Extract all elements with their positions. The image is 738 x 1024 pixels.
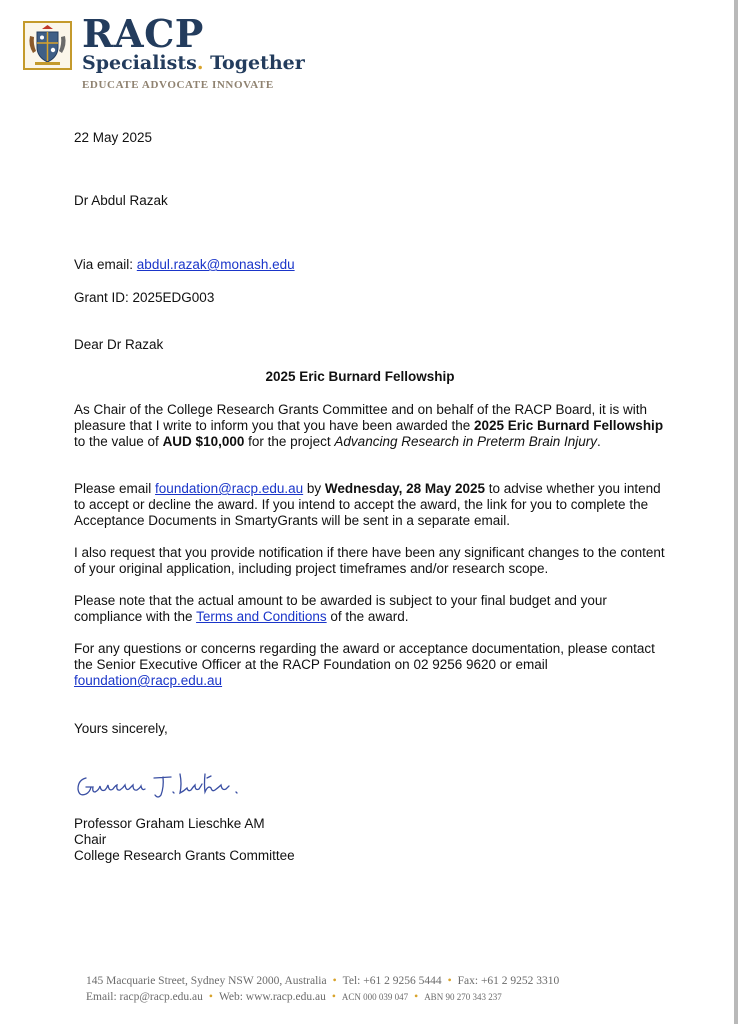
footer-separator: • [331, 991, 336, 1003]
footer-fax: Fax: +61 2 9252 3310 [457, 975, 560, 987]
paragraph-award [74, 402, 674, 450]
p1-text-a: As Chair of the College Research Grants Committee and on behalf of the RACP Board, it is with pleasure that I write to inform you that you have been awarded the [74, 402, 648, 433]
letter-date: 22 May 2025 [74, 130, 153, 145]
recipient-name: Dr Abdul Razak [74, 193, 168, 208]
p2-text-d: to advise whether you intend to accept or decline the award. If you intend to accept the award, the link for you to complete the Acceptance Documents in SmartyGrants will be sent in a separate email. [74, 481, 661, 528]
signer-name: Professor Graham Lieschke AM [74, 816, 265, 831]
p1-project-title: Advancing Research in Preterm Brain Injury [334, 434, 598, 449]
salutation: Dear Dr Razak [74, 337, 164, 352]
org-tagline [82, 52, 305, 74]
foundation-email-link-2[interactable]: foundation@racp.edu.au [74, 673, 223, 688]
footer-web: Web: www.racp.edu.au [218, 991, 326, 1003]
footer-abn: ABN 90 270 343 237 [424, 992, 502, 1002]
p1-text-c: to the value of [74, 434, 163, 449]
foundation-email-link[interactable]: foundation@racp.edu.au [155, 481, 304, 496]
paragraph-changes: I also request that you provide notification if there have been any significant changes to the content of your original application, including project timeframes and/or research scope. [74, 545, 665, 576]
org-motto: EDUCATE ADVOCATE INNOVATE [82, 79, 274, 91]
page-edge-shadow [734, 0, 738, 1024]
signer-committee: College Research Grants Committee [74, 848, 295, 863]
footer-tel: Tel: +61 2 9256 5444 [342, 975, 442, 987]
footer-separator: • [208, 991, 213, 1003]
p2-deadline: Wednesday, 28 May 2025 [324, 481, 485, 496]
handwritten-signature [74, 770, 244, 809]
p1-text-g: . [597, 434, 601, 449]
p4-text-a: Please note that the actual amount to be awarded is subject to your final budget and your compliance with the [74, 593, 607, 624]
p2-text-a: Please email [74, 481, 156, 496]
p1-award-amount: AUD $10,000 [162, 434, 245, 449]
tagline-dot: . [196, 52, 204, 74]
footer-email: Email: racp@racp.edu.au [86, 991, 203, 1003]
via-email-label: Via email: [74, 257, 134, 272]
paragraph-budget [74, 593, 674, 625]
recipient-email-link[interactable]: abdul.razak@monash.edu [136, 257, 295, 272]
p1-award-name: 2025 Eric Burnard Fellowship [474, 418, 664, 433]
footer-acn: ACN 000 039 047 [341, 992, 409, 1002]
p1-text-e: for the project [244, 434, 335, 449]
p5-text-a: For any questions or concerns regarding the award or acceptance documentation, please contact the Senior Executive Officer at the RACP Foundation on 02 9256 9620 or email [74, 641, 655, 672]
tagline-part-1: Specialists [82, 52, 197, 74]
footer-separator: • [447, 975, 452, 987]
racp-crest-logo [23, 21, 72, 70]
footer-separator: • [414, 991, 419, 1003]
paragraph-response [74, 481, 674, 529]
org-name: RACP [82, 11, 204, 56]
grant-id: Grant ID: 2025EDG003 [74, 290, 215, 305]
terms-and-conditions-link[interactable]: Terms and Conditions [196, 609, 327, 624]
footer-separator: • [332, 975, 337, 987]
closing: Yours sincerely, [74, 721, 168, 736]
footer-address: 145 Macquarie Street, Sydney NSW 2000, Australia [86, 975, 327, 987]
paragraph-contact [74, 641, 674, 689]
letter-title: 2025 Eric Burnard Fellowship [265, 369, 455, 384]
p4-text-b: of the award. [326, 609, 409, 624]
tagline-part-2: Together [210, 52, 305, 74]
via-email-line [74, 257, 295, 273]
p2-text-b: by [303, 481, 325, 496]
signer-role: Chair [74, 832, 107, 847]
footer-line-2 [86, 991, 502, 1003]
footer-line-1 [86, 975, 559, 987]
